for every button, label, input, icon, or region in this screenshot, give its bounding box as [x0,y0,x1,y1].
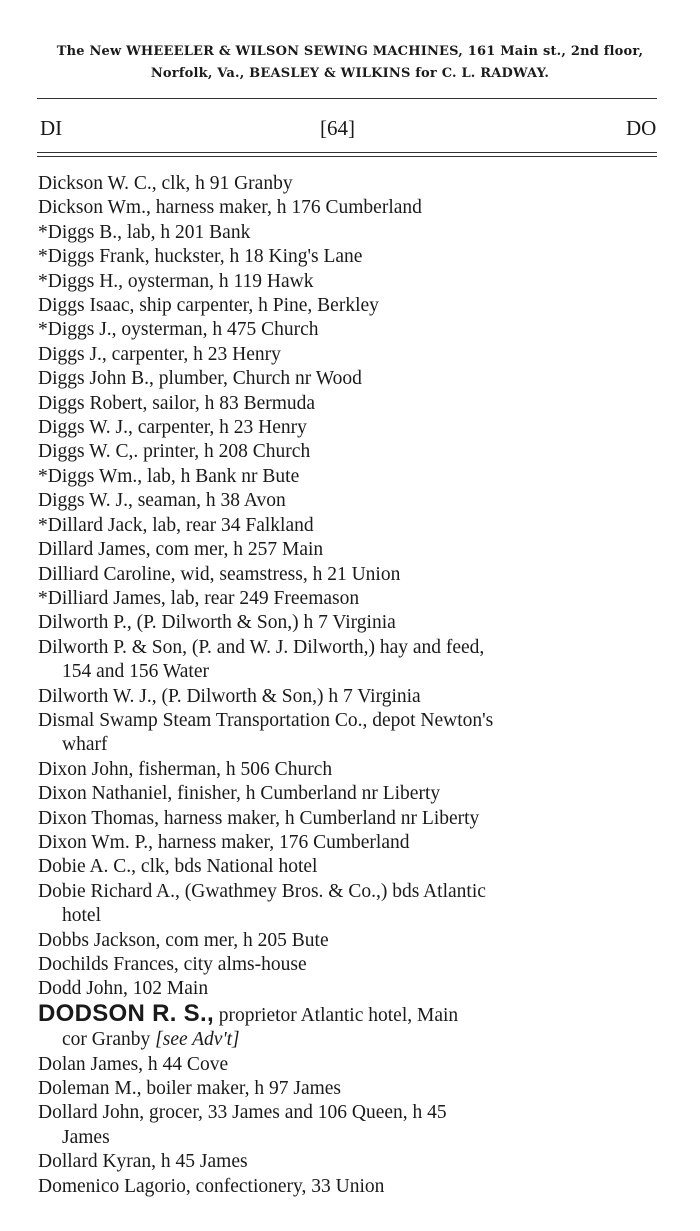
directory-entry: Dollard Kyran, h 45 James [38,1151,248,1173]
directory-entry: Dismal Swamp Steam Transportation Co., depot Newton's [38,709,494,731]
directory-entry-continuation: James [62,1126,110,1148]
header-rule-upper [37,152,657,153]
directory-entry: Dolan James, h 44 Cove [38,1053,229,1075]
directory-entry: Dickson Wm., harness maker, h 176 Cumberland [38,197,422,219]
directory-entry-continuation: 154 and 156 Water [62,661,209,683]
directory-entry: Dixon Wm. P., harness maker, 176 Cumberland [38,831,410,853]
directory-entry: Diggs W. J., carpenter, h 23 Henry [38,417,307,439]
directory-entry: *Diggs B., lab, h 201 Bank [38,221,251,243]
directory-entry: Dilworth P., (P. Dilworth & Son,) h 7 Virginia [38,612,396,634]
advertisement-line-2: Norfolk, Va., BEASLEY & WILKINS for C. L. RADWAY. [150,66,550,81]
directory-entry: Diggs W. J., seaman, h 38 Avon [38,490,286,512]
featured-entry-cont-text: cor Granby [62,1029,156,1051]
page-number: [64] [320,116,355,140]
directory-entry-continuation: wharf [62,734,108,756]
directory-entry: Doleman M., boiler maker, h 97 James [38,1078,342,1100]
header-rule-lower [37,156,657,157]
directory-entry: Diggs John B., plumber, Church nr Wood [38,368,362,390]
directory-entry: Dillard James, com mer, h 257 Main [38,539,324,561]
featured-entry-continuation [38,1028,663,1052]
running-head-left: DI [40,116,63,140]
directory-entry: Dollard John, grocer, 33 James and 106 Queen, h 45 [38,1102,447,1124]
directory-entry: Dixon John, fisherman, h 506 Church [38,758,333,780]
directory-entry: Dobie A. C., clk, bds National hotel [38,856,318,878]
directory-entry: Dilworth P. & Son, (P. and W. J. Dilworth,) hay and feed, [38,636,485,658]
directory-entry: Diggs Isaac, ship carpenter, h Pine, Berkley [38,295,379,317]
directory-entry: Diggs W. C,. printer, h 208 Church [38,441,311,463]
directory-entry: *Diggs Frank, huckster, h 18 King's Lane [38,246,363,268]
directory-entry: Dobie Richard A., (Gwathmey Bros. & Co.,) bds Atlantic [38,880,486,902]
advertisement-line-1: The New WHEEELER & WILSON SEWING MACHINES, 161 Main st., 2nd floor, [56,44,644,59]
featured-entry-text: proprietor Atlantic hotel, Main [213,1004,459,1026]
directory-entry: *Dilliard James, lab, rear 249 Freemason [38,587,360,609]
directory-entry: *Diggs Wm., lab, h Bank nr Bute [38,465,300,487]
directory-entry: Dilliard Caroline, wid, seamstress, h 21 Union [38,563,401,585]
directory-entry: Dixon Nathaniel, finisher, h Cumberland nr Liberty [38,783,441,805]
directory-entry: *Diggs J., oysterman, h 475 Church [38,319,319,341]
advert-reference: [see Adv't] [155,1029,240,1051]
directory-entry-continuation: hotel [62,905,101,927]
directory-entry: Dochilds Frances, city alms-house [38,954,307,975]
directory-entry: Dodd John, 102 Main [38,978,209,1000]
directory-entry: *Dillard Jack, lab, rear 34 Falkland [38,514,314,536]
directory-entry: Diggs Robert, sailor, h 83 Bermuda [38,392,316,414]
directory-entry: *Diggs H., oysterman, h 119 Hawk [38,270,314,292]
directory-entry: Domenico Lagorio, confectionery, 33 Union [38,1175,385,1197]
top-rule [37,98,657,99]
running-head-right: DO [626,116,657,140]
featured-entry-name: DODSON R. S., [38,999,214,1027]
featured-entry [38,999,663,1028]
directory-entry: Dobbs Jackson, com mer, h 205 Bute [38,929,329,951]
directory-entries [38,172,663,1199]
directory-entry: Dixon Thomas, harness maker, h Cumberland nr Liberty [38,807,480,829]
directory-entry: Diggs J., carpenter, h 23 Henry [38,343,281,365]
directory-entry: Dickson W. C., clk, h 91 Granby [38,173,293,194]
directory-entry: Dilworth W. J., (P. Dilworth & Son,) h 7 Virginia [38,685,421,707]
